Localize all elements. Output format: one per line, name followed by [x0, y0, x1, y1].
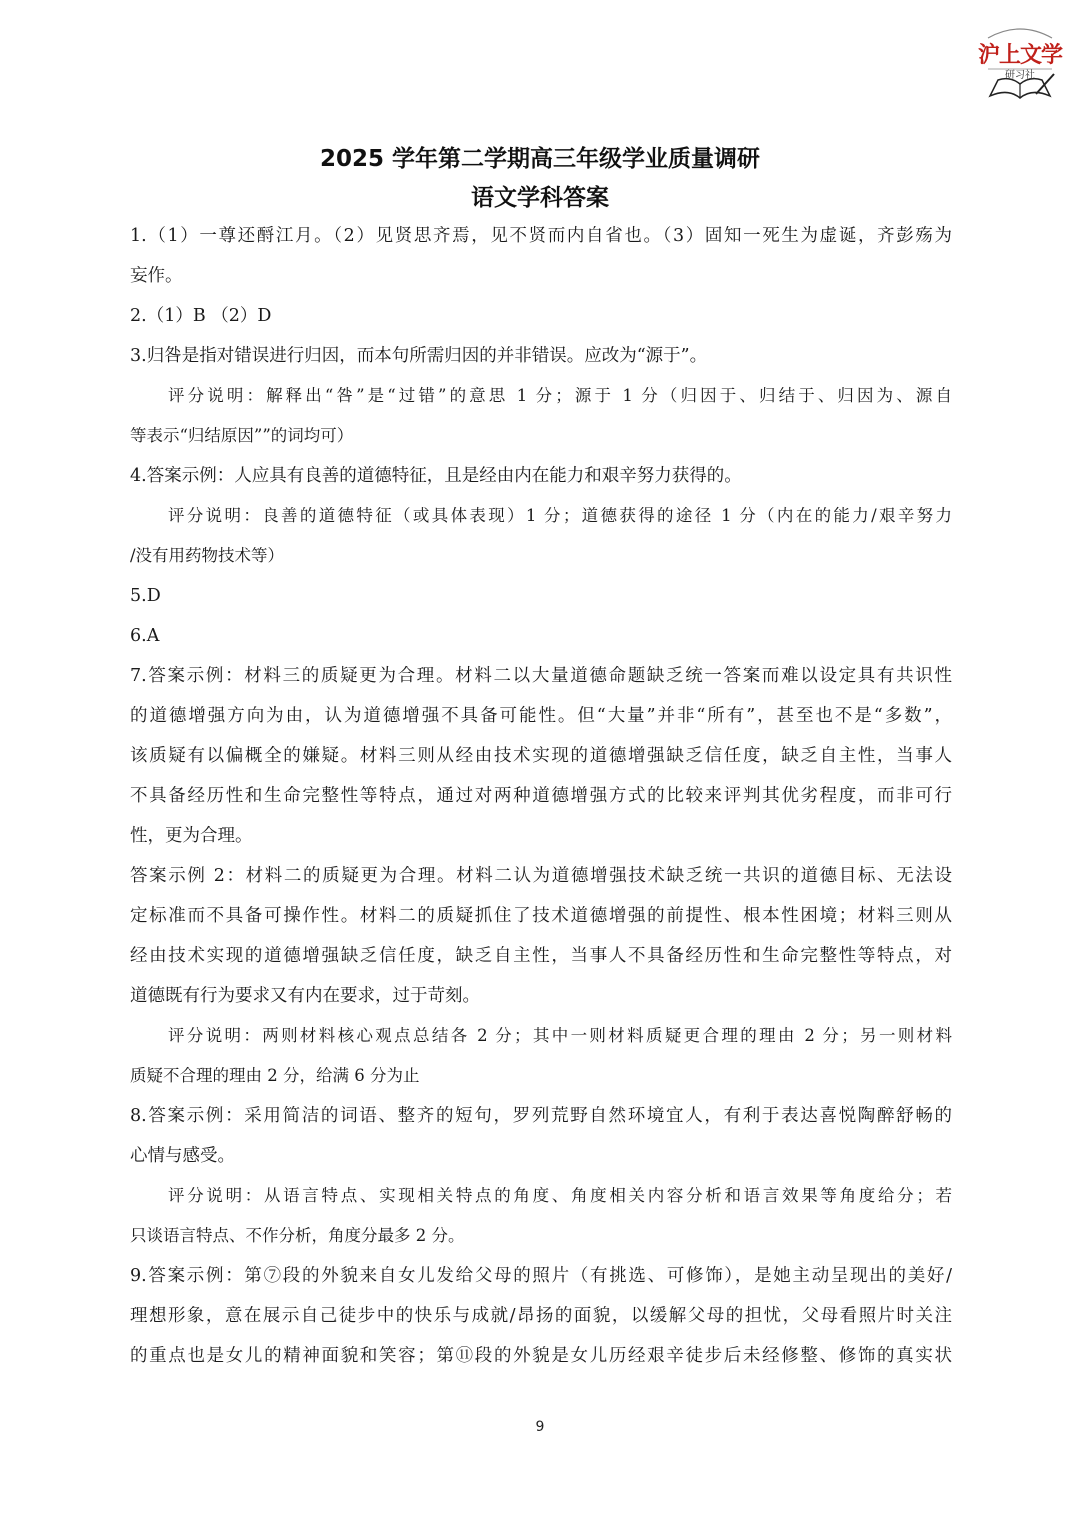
- answer-line: 5.D: [130, 586, 161, 606]
- scoring-note: 评分说明：良善的道德特征（或具体表现）1 分；道德获得的途径 1 分（内在的能力/艰辛努力: [168, 506, 952, 525]
- answer-line: 定标准而不具备可操作性。材料二的质疑抓住了技术道德增强的前提性、根本性困境；材料三则从: [130, 906, 952, 926]
- answer-line: 的道德增强方向为由，认为道德增强不具备可能性。但“大量”并非“所有”，甚至也不是“多数”，: [130, 706, 952, 726]
- answer-line: 8.答案示例：采用简洁的词语、整齐的短句，罗列荒野自然环境宜人，有利于表达喜悦陶醉舒畅的: [130, 1106, 952, 1126]
- scoring-note: 评分说明：解释出“咎”是“过错”的意思 1 分；源于 1 分（归因于、归结于、归因为、源自: [168, 386, 952, 405]
- answer-line: 答案示例 2：材料二的质疑更为合理。材料二认为道德增强技术缺乏统一共识的道德目标、无法设: [130, 866, 952, 886]
- answer-line: 该质疑有以偏概全的嫌疑。材料三则从经由技术实现的道德增强缺乏信任度，缺乏自主性，当事人: [130, 746, 952, 766]
- answer-line: 的重点也是女儿的精神面貌和笑容；第⑪段的外貌是女儿历经艰辛徒步后未经修整、修饰的真实状: [130, 1346, 952, 1366]
- answer-line: 经由技术实现的道德增强缺乏信任度，缺乏自主性，当事人不具备经历性和生命完整性等特点，对: [130, 946, 952, 966]
- answer-line: 性，更为合理。: [130, 826, 253, 846]
- logo-subtitle: 研习社: [1005, 70, 1035, 81]
- page-number: 9: [535, 1419, 545, 1435]
- document-subtitle: 语文学科答案: [471, 185, 609, 211]
- answer-line: 不具备经历性和生命完整性等特点，通过对两种道德增强方式的比较来评判其优劣程度，而非可行: [130, 786, 952, 806]
- scoring-note: 评分说明：两则材料核心观点总结各 2 分；其中一则材料质疑更合理的理由 2 分；另一则材料: [168, 1026, 952, 1045]
- answer-line: 7.答案示例：材料三的质疑更为合理。材料二以大量道德命题缺乏统一答案而难以设定具有共识性: [130, 666, 952, 686]
- publisher-logo: [970, 24, 1070, 104]
- scoring-note: 等表示“归结原因””的词均可）: [130, 426, 354, 445]
- document-title: 2025 学年第二学期高三年级学业质量调研: [319, 146, 761, 172]
- logo-title: 沪上文学: [977, 43, 1062, 68]
- answer-line: 心情与感受。: [130, 1146, 235, 1166]
- scoring-note: 评分说明：从语言特点、实现相关特点的角度、角度相关内容分析和语言效果等角度给分；若: [168, 1186, 952, 1205]
- answer-line: 妄作。: [130, 266, 183, 286]
- scoring-note: 只谈语言特点、不作分析，角度分最多 2 分。: [130, 1226, 465, 1245]
- answer-line: 道德既有行为要求又有内在要求，过于苛刻。: [130, 986, 480, 1006]
- answer-line: 3.归咎是指对错误进行归因，而本句所需归因的并非错误。应改为“源于”。: [130, 346, 708, 366]
- answer-line: 理想形象，意在展示自己徒步中的快乐与成就/昂扬的面貌，以缓解父母的担忧，父母看照片时关注: [130, 1306, 952, 1326]
- answer-line: 1.（1）一尊还酹江月。（2）见贤思齐焉，见不贤而内自省也。（3）固知一死生为虚诞，齐彭殇为: [130, 226, 952, 246]
- answer-line: 4.答案示例：人应具有良善的道德特征，且是经由内在能力和艰辛努力获得的。: [130, 466, 742, 486]
- answer-line: 6.A: [130, 626, 160, 646]
- scoring-note: /没有用药物技术等）: [130, 546, 285, 565]
- answer-body: [130, 216, 952, 1376]
- answer-line: 2.（1）B （2）D: [130, 306, 272, 326]
- answer-line: 9.答案示例：第⑦段的外貌来自女儿发给父母的照片（有挑选、可修饰），是她主动呈现出的美好/: [130, 1266, 952, 1286]
- scoring-note: 质疑不合理的理由 2 分，给满 6 分为止: [130, 1066, 420, 1085]
